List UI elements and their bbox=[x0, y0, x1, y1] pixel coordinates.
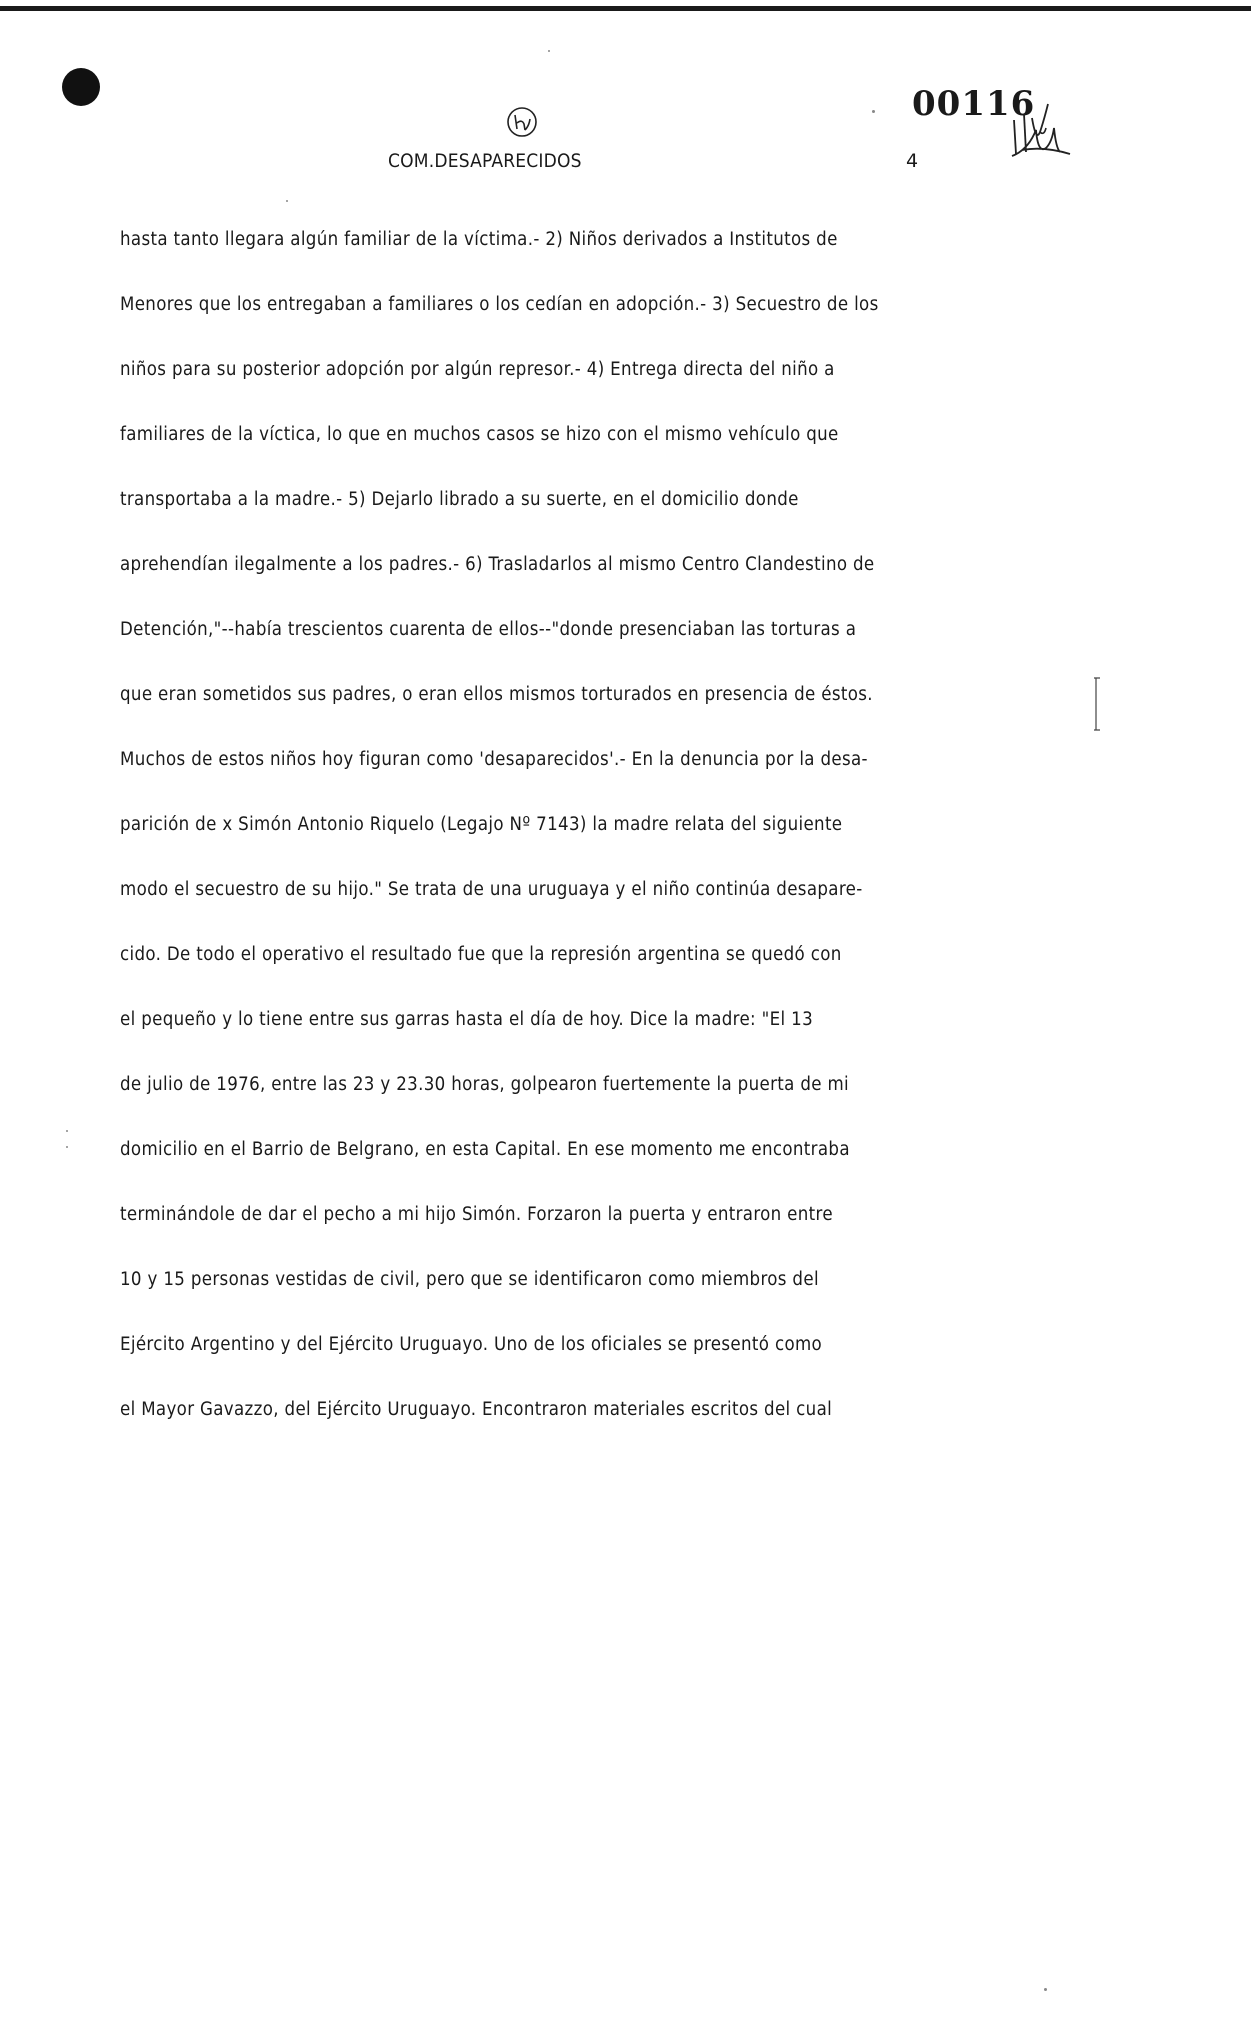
scan-speck bbox=[286, 200, 288, 202]
body-line: Menores que los entregaban a familiares o los cedían en adopción.- 3) Secuestro de los bbox=[120, 294, 879, 315]
body-line: 10 y 15 personas vestidas de civil, pero que se identificaron como miembros del bbox=[120, 1269, 819, 1290]
body-line: de julio de 1976, entre las 23 y 23.30 horas, golpearon fuertemente la puerta de mi bbox=[120, 1074, 850, 1095]
top-scan-border bbox=[0, 6, 1251, 11]
body-line: hasta tanto llegara algún familiar de la víctima.- 2) Niños derivados a Institutos de bbox=[120, 229, 838, 250]
body-line: niños para su posterior adopción por algún represor.- 4) Entrega directa del niño a bbox=[120, 359, 835, 380]
folio-stamp-number: 00116 bbox=[912, 84, 1036, 124]
page-number: 4 bbox=[906, 150, 919, 172]
body-line: familiares de la víctica, lo que en muchos casos se hizo con el mismo vehículo que bbox=[120, 424, 839, 445]
document-body bbox=[120, 227, 1080, 1462]
scan-speck bbox=[66, 1146, 68, 1148]
body-line: domicilio en el Barrio de Belgrano, en esta Capital. En ese momento me encontraba bbox=[120, 1139, 850, 1160]
scan-speck bbox=[66, 1130, 68, 1132]
handwritten-signature bbox=[1008, 120, 1078, 165]
body-line: Ejército Argentino y del Ejército Uruguayo. Uno de los oficiales se presentó como bbox=[120, 1334, 823, 1355]
body-line: que eran sometidos sus padres, o eran ellos mismos torturados en presencia de éstos. bbox=[120, 684, 873, 705]
body-line: Detención,"--había trescientos cuarenta de ellos--"donde presenciaban las torturas a bbox=[120, 619, 857, 640]
margin-bracket-mark bbox=[1092, 676, 1104, 732]
punch-hole bbox=[62, 68, 100, 106]
body-line: el pequeño y lo tiene entre sus garras hasta el día de hoy. Dice la madre: "El 13 bbox=[120, 1009, 814, 1030]
scan-speck bbox=[872, 110, 875, 113]
body-line: parición de x Simón Antonio Riquelo (Legajo Nº 7143) la madre relata del siguiente bbox=[120, 814, 843, 835]
scan-speck bbox=[548, 50, 550, 52]
body-line: cido. De todo el operativo el resultado fue que la represión argentina se quedó con bbox=[120, 944, 842, 965]
body-line: terminándole de dar el pecho a mi hijo Simón. Forzaron la puerta y entraron entre bbox=[120, 1204, 833, 1225]
body-line: Muchos de estos niños hoy figuran como 'desaparecidos'.- En la denuncia por la desa- bbox=[120, 749, 868, 770]
body-line: el Mayor Gavazzo, del Ejército Uruguayo. Encontraron materiales escritos del cual bbox=[120, 1399, 833, 1420]
body-line: transportaba a la madre.- 5) Dejarlo librado a su suerte, en el domicilio donde bbox=[120, 489, 799, 510]
circled-letter-stamp bbox=[505, 105, 539, 139]
document-header-title: COM.DESAPARECIDOS bbox=[388, 150, 582, 172]
body-line: modo el secuestro de su hijo." Se trata de una uruguaya y el niño continúa desapare- bbox=[120, 879, 863, 900]
scan-speck bbox=[1044, 1988, 1047, 1991]
body-line: aprehendían ilegalmente a los padres.- 6) Trasladarlos al mismo Centro Clandestino de bbox=[120, 554, 875, 575]
